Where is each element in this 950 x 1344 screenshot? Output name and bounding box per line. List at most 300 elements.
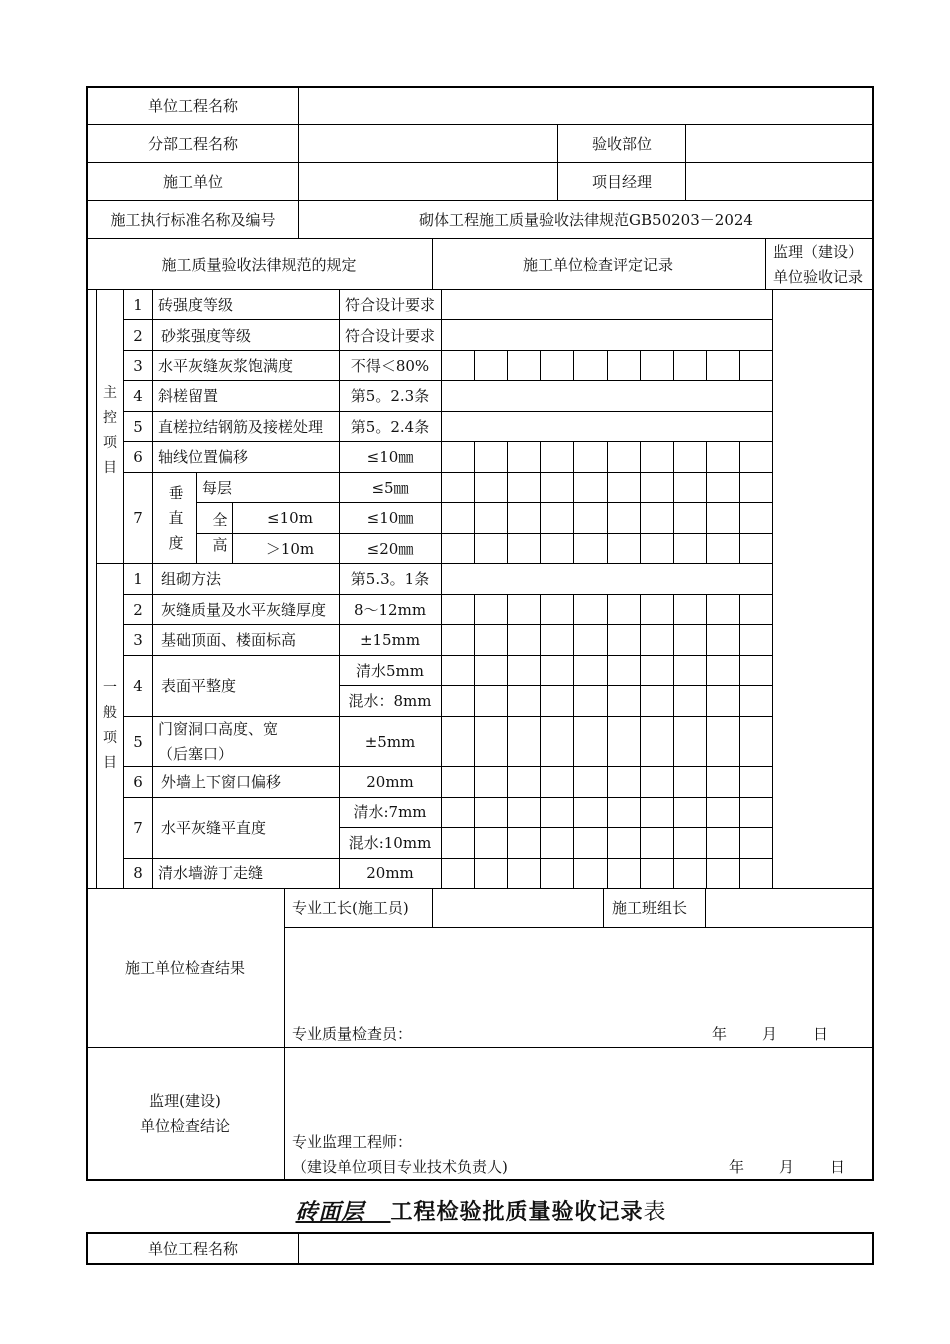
- grid-line: [706, 533, 707, 563]
- grid-line: [685, 124, 686, 200]
- supervision-conclusion-label-line1: 监理(建设): [149, 1092, 221, 1110]
- item-name: 表面平整度: [161, 677, 237, 695]
- grid-line: [123, 716, 772, 717]
- grid-line: [196, 533, 772, 534]
- grid-line: [739, 350, 740, 380]
- grid-line: [96, 563, 123, 564]
- label-char: 高: [212, 536, 228, 554]
- item-name: 基础顶面、楼面标高: [161, 631, 297, 649]
- grid-line: [540, 797, 541, 827]
- grid-line: [507, 685, 508, 716]
- grid-line: [507, 502, 508, 533]
- day-label: 日: [813, 1025, 829, 1043]
- grid-line: [706, 624, 707, 655]
- row-number: 2: [133, 601, 143, 619]
- grid-line: [739, 655, 740, 685]
- grid-line: [86, 86, 874, 88]
- grid-line: [640, 624, 641, 655]
- per-floor-spec: ≤5㎜: [371, 479, 409, 497]
- grid-line: [507, 766, 508, 797]
- grid-line: [507, 655, 508, 685]
- grid-line: [673, 797, 674, 827]
- item-name: 清水墙游丁走缝: [158, 864, 264, 882]
- grid-line: [507, 350, 508, 380]
- grid-line: [872, 1232, 874, 1265]
- grid-line: [86, 1047, 872, 1048]
- grid-line: [540, 502, 541, 533]
- row-number: 7: [133, 819, 143, 837]
- construction-unit-label: 施工单位: [162, 173, 224, 191]
- grid-line: [706, 827, 707, 858]
- grid-line: [86, 1263, 874, 1265]
- grid-line: [540, 858, 541, 888]
- grid-line: [86, 888, 872, 889]
- title-underlined-part: 砖面层: [295, 1199, 365, 1225]
- grid-line: [507, 716, 508, 766]
- grid-line: [640, 472, 641, 502]
- second-form-title: [295, 1195, 666, 1226]
- grid-line: [441, 858, 442, 888]
- grid-line: [573, 685, 574, 716]
- height-gt10-label: ＞10m: [265, 540, 315, 558]
- row-number: 4: [133, 387, 143, 405]
- item-spec: 第5。2.4条: [350, 418, 430, 436]
- item-name-line1: 门窗洞口高度、宽: [158, 720, 279, 738]
- row-number: 5: [133, 733, 143, 751]
- grid-line: [540, 624, 541, 655]
- grid-line: [441, 350, 442, 380]
- grid-line: [474, 858, 475, 888]
- check-record-column-header: 施工单位检查评定记录: [522, 256, 674, 274]
- per-floor-label: 每层: [202, 479, 233, 497]
- grid-line: [739, 766, 740, 797]
- grid-line: [607, 594, 608, 624]
- item-spec: 清水5mm: [356, 662, 424, 680]
- project-manager-label: 项目经理: [591, 173, 653, 191]
- supervision-conclusion-label-line2: 单位检查结论: [139, 1117, 231, 1135]
- label-char: 垂: [168, 484, 184, 502]
- item-name: 组砌方法: [161, 570, 222, 588]
- grid-line: [673, 594, 674, 624]
- grid-line: [507, 472, 508, 502]
- grid-line: [123, 655, 772, 656]
- grid-line: [441, 716, 442, 766]
- grid-line: [640, 827, 641, 858]
- grid-line: [607, 766, 608, 797]
- grid-line: [86, 1232, 874, 1234]
- grid-line: [196, 472, 197, 563]
- height-le10-spec: ≤10㎜: [366, 509, 414, 527]
- regulation-column-header: 施工质量验收法律规范的规定: [161, 256, 357, 274]
- group-char: 一: [103, 680, 117, 696]
- grid-line: [86, 86, 88, 1181]
- grid-line: [640, 441, 641, 472]
- grid-line: [739, 797, 740, 827]
- row-number: 1: [133, 296, 143, 314]
- grid-line: [739, 533, 740, 563]
- grid-line: [474, 502, 475, 533]
- grid-line: [607, 716, 608, 766]
- grid-line: [772, 441, 773, 472]
- owner-responsible-label: （建设单位项目专业技术负责人): [292, 1158, 508, 1176]
- grid-line: [607, 472, 608, 502]
- grid-line: [507, 797, 508, 827]
- group-char: 控: [103, 410, 117, 426]
- item-name: 水平灰缝平直度: [161, 819, 267, 837]
- item-spec: 不得＜80%: [350, 357, 430, 375]
- grid-line: [573, 797, 574, 827]
- item-spec: 符合设计要求: [344, 327, 436, 345]
- grid-line: [441, 797, 442, 827]
- grid-line: [673, 502, 674, 533]
- grid-line: [540, 685, 541, 716]
- grid-line: [706, 441, 707, 472]
- row-number: 7: [133, 509, 143, 527]
- grid-line: [507, 858, 508, 888]
- grid-line: [640, 502, 641, 533]
- grid-line: [573, 594, 574, 624]
- grid-line: [441, 655, 442, 685]
- grid-line: [86, 200, 872, 201]
- grid-line: [123, 319, 772, 320]
- grid-line: [123, 858, 772, 859]
- grid-line: [573, 716, 574, 766]
- grid-line: [441, 624, 442, 655]
- grid-line: [573, 502, 574, 533]
- grid-line: [607, 655, 608, 685]
- grid-line: [673, 716, 674, 766]
- grid-line: [474, 685, 475, 716]
- grid-line: [441, 441, 442, 472]
- grid-line: [739, 858, 740, 888]
- title-tail: 表: [643, 1200, 667, 1225]
- height-gt10-spec: ≤20㎜: [366, 540, 414, 558]
- row-number: 6: [133, 448, 143, 466]
- grid-line: [706, 797, 707, 827]
- grid-line: [441, 502, 442, 533]
- quality-inspector-label: 专业质量检查员：: [292, 1025, 413, 1043]
- grid-line: [640, 716, 641, 766]
- grid-line: [706, 685, 707, 716]
- item-spec: 8～12mm: [353, 601, 427, 619]
- grid-line: [573, 350, 574, 380]
- grid-line: [441, 472, 442, 502]
- grid-line: [739, 716, 740, 766]
- grid-line: [706, 858, 707, 888]
- foreman-label: 专业工长(施工员): [292, 899, 409, 917]
- general-group-label: [100, 676, 120, 776]
- group-char: 般: [103, 705, 117, 721]
- grid-line: [573, 766, 574, 797]
- grid-line: [96, 289, 97, 888]
- grid-line: [739, 624, 740, 655]
- item-name: 砂浆强度等级: [161, 327, 252, 345]
- year-label: 年: [712, 1025, 728, 1043]
- label-char: 全: [212, 511, 228, 529]
- grid-line: [607, 350, 608, 380]
- grid-line: [739, 685, 740, 716]
- grid-line: [706, 655, 707, 685]
- item-spec: 第5.3。1条: [350, 570, 430, 588]
- grid-line: [772, 716, 773, 766]
- grid-line: [123, 594, 772, 595]
- grid-line: [339, 685, 772, 686]
- grid-line: [772, 655, 773, 685]
- group-char: 目: [103, 460, 117, 476]
- group-char: 主: [103, 385, 117, 401]
- grid-line: [673, 685, 674, 716]
- grid-line: [739, 472, 740, 502]
- grid-line: [739, 827, 740, 858]
- grid-line: [607, 441, 608, 472]
- grid-line: [123, 472, 772, 473]
- grid-line: [573, 533, 574, 563]
- grid-line: [706, 594, 707, 624]
- supervision-column-header-line1: 监理（建设）: [772, 243, 864, 261]
- grid-line: [640, 797, 641, 827]
- row-number: 8: [133, 864, 143, 882]
- grid-line: [872, 86, 874, 1181]
- unit-project-name-label-2: 单位工程名称: [147, 1240, 239, 1258]
- grid-line: [607, 858, 608, 888]
- grid-line: [739, 502, 740, 533]
- title-main-part: 工程检验批质量验收记录: [390, 1199, 644, 1225]
- grid-line: [540, 350, 541, 380]
- row-number: 3: [133, 631, 143, 649]
- grid-line: [557, 124, 558, 200]
- grid-line: [640, 594, 641, 624]
- grid-line: [573, 441, 574, 472]
- grid-line: [640, 858, 641, 888]
- grid-line: [607, 533, 608, 563]
- grid-line: [507, 441, 508, 472]
- grid-line: [123, 441, 772, 442]
- grid-line: [573, 827, 574, 858]
- grid-line: [123, 624, 772, 625]
- grid-line: [441, 766, 442, 797]
- grid-line: [739, 594, 740, 624]
- grid-line: [474, 350, 475, 380]
- grid-line: [432, 238, 433, 289]
- grid-line: [772, 797, 773, 827]
- grid-line: [540, 827, 541, 858]
- grid-line: [765, 238, 766, 289]
- item-spec: ±15mm: [359, 631, 421, 649]
- month-label: 月: [779, 1158, 795, 1176]
- grid-line: [673, 766, 674, 797]
- item-spec: 20mm: [366, 773, 414, 791]
- check-result-label: 施工单位检查结果: [124, 959, 246, 977]
- grid-line: [673, 441, 674, 472]
- grid-line: [432, 888, 433, 927]
- grid-line: [123, 411, 772, 412]
- grid-line: [152, 289, 153, 888]
- grid-line: [673, 533, 674, 563]
- grid-line: [772, 472, 773, 502]
- grid-line: [673, 350, 674, 380]
- month-label: 月: [762, 1025, 778, 1043]
- main-control-group-label: [100, 381, 120, 481]
- grid-line: [298, 86, 299, 238]
- grid-line: [640, 655, 641, 685]
- item-name: 灰缝质量及水平灰缝厚度: [161, 601, 327, 619]
- grid-line: [540, 716, 541, 766]
- group-char: 目: [103, 755, 117, 771]
- grid-line: [673, 827, 674, 858]
- row-number: 4: [133, 677, 143, 695]
- grid-line: [607, 797, 608, 827]
- item-spec: ≤10㎜: [366, 448, 414, 466]
- row-number: 2: [133, 327, 143, 345]
- grid-line: [607, 685, 608, 716]
- item-name: 外墙上下窗口偏移: [161, 773, 282, 791]
- grid-line: [673, 624, 674, 655]
- grid-line: [772, 350, 773, 380]
- grid-line: [706, 502, 707, 533]
- grid-line: [284, 888, 285, 1179]
- grid-line: [507, 827, 508, 858]
- unit-project-name-label: 单位工程名称: [147, 97, 239, 115]
- supervising-engineer-label: 专业监理工程师：: [292, 1133, 413, 1151]
- grid-line: [123, 766, 772, 767]
- standard-value: 砌体工程施工质量验收法律规范GB50203－2024: [419, 211, 753, 229]
- item-spec: ±5mm: [364, 733, 416, 751]
- grid-line: [540, 441, 541, 472]
- item-spec: 第5。2.3条: [350, 387, 430, 405]
- grid-line: [196, 502, 772, 503]
- grid-line: [123, 380, 772, 381]
- grid-line: [441, 685, 442, 716]
- item-spec: 清水:7mm: [353, 803, 427, 821]
- item-name: 轴线位置偏移: [158, 448, 249, 466]
- group-char: 项: [103, 435, 117, 451]
- grid-line: [739, 441, 740, 472]
- grid-line: [705, 888, 706, 927]
- item-name: 直槎拉结钢筋及接槎处理: [158, 418, 324, 436]
- grid-line: [607, 502, 608, 533]
- grid-line: [86, 289, 872, 290]
- item-spec: 混水：8mm: [348, 692, 432, 710]
- row-number: 5: [133, 418, 143, 436]
- grid-line: [86, 1232, 88, 1265]
- grid-line: [573, 624, 574, 655]
- grid-line: [507, 624, 508, 655]
- grid-line: [640, 685, 641, 716]
- year-label: 年: [729, 1158, 745, 1176]
- grid-line: [706, 472, 707, 502]
- grid-line: [607, 624, 608, 655]
- grid-line: [123, 289, 124, 888]
- grid-line: [474, 594, 475, 624]
- grid-line: [507, 594, 508, 624]
- grid-line: [284, 927, 872, 928]
- grid-line: [706, 350, 707, 380]
- grid-line: [474, 716, 475, 766]
- team-leader-label: 施工班组长: [612, 899, 688, 917]
- grid-line: [673, 655, 674, 685]
- grid-line: [540, 766, 541, 797]
- grid-line: [540, 472, 541, 502]
- grid-line: [123, 797, 772, 798]
- grid-line: [607, 827, 608, 858]
- grid-line: [772, 502, 773, 533]
- grid-line: [540, 655, 541, 685]
- standard-label: 施工执行标准名称及编号: [110, 211, 276, 229]
- item-name-line2: （后塞口）: [158, 745, 234, 763]
- item-spec: 符合设计要求: [344, 296, 436, 314]
- grid-line: [772, 766, 773, 797]
- grid-line: [772, 858, 773, 888]
- grid-line: [232, 502, 233, 563]
- supervision-column-header-line2: 单位验收记录: [772, 268, 864, 286]
- grid-line: [772, 827, 773, 858]
- grid-line: [339, 289, 340, 888]
- item-spec: 混水:10mm: [348, 834, 432, 852]
- grid-line: [573, 472, 574, 502]
- item-name: 斜槎留置: [158, 387, 219, 405]
- grid-line: [474, 827, 475, 858]
- row-number: 3: [133, 357, 143, 375]
- grid-line: [474, 533, 475, 563]
- grid-line: [772, 624, 773, 655]
- grid-line: [339, 827, 772, 828]
- grid-line: [706, 766, 707, 797]
- grid-line: [123, 563, 772, 564]
- grid-line: [640, 533, 641, 563]
- grid-line: [441, 594, 442, 624]
- grid-line: [86, 1179, 874, 1181]
- label-char: 度: [168, 534, 184, 552]
- grid-line: [474, 766, 475, 797]
- grid-line: [441, 533, 442, 563]
- grid-line: [474, 441, 475, 472]
- grid-line: [573, 858, 574, 888]
- grid-line: [640, 766, 641, 797]
- grid-line: [772, 685, 773, 716]
- group-char: 项: [103, 730, 117, 746]
- acceptance-part-label: 验收部位: [591, 135, 653, 153]
- grid-line: [673, 472, 674, 502]
- grid-line: [474, 624, 475, 655]
- grid-line: [772, 594, 773, 624]
- grid-line: [86, 238, 872, 239]
- grid-line: [86, 162, 872, 163]
- sub-project-name-label: 分部工程名称: [147, 135, 239, 153]
- grid-line: [474, 797, 475, 827]
- grid-line: [123, 350, 772, 351]
- item-name: 砖强度等级: [158, 296, 234, 314]
- grid-line: [573, 655, 574, 685]
- row-number: 1: [133, 570, 143, 588]
- label-char: 直: [168, 509, 184, 527]
- item-name: 水平灰缝灰浆饱满度: [158, 357, 294, 375]
- grid-line: [603, 888, 604, 927]
- grid-line: [298, 1232, 299, 1263]
- grid-line: [540, 594, 541, 624]
- grid-line: [474, 655, 475, 685]
- grid-line: [441, 827, 442, 858]
- grid-line: [474, 472, 475, 502]
- grid-line: [673, 858, 674, 888]
- verticality-label: [166, 481, 186, 556]
- day-label: 日: [830, 1158, 846, 1176]
- grid-line: [706, 716, 707, 766]
- row-number: 6: [133, 773, 143, 791]
- height-le10-label: ≤10m: [267, 509, 313, 527]
- grid-line: [540, 533, 541, 563]
- grid-line: [772, 533, 773, 563]
- grid-line: [507, 533, 508, 563]
